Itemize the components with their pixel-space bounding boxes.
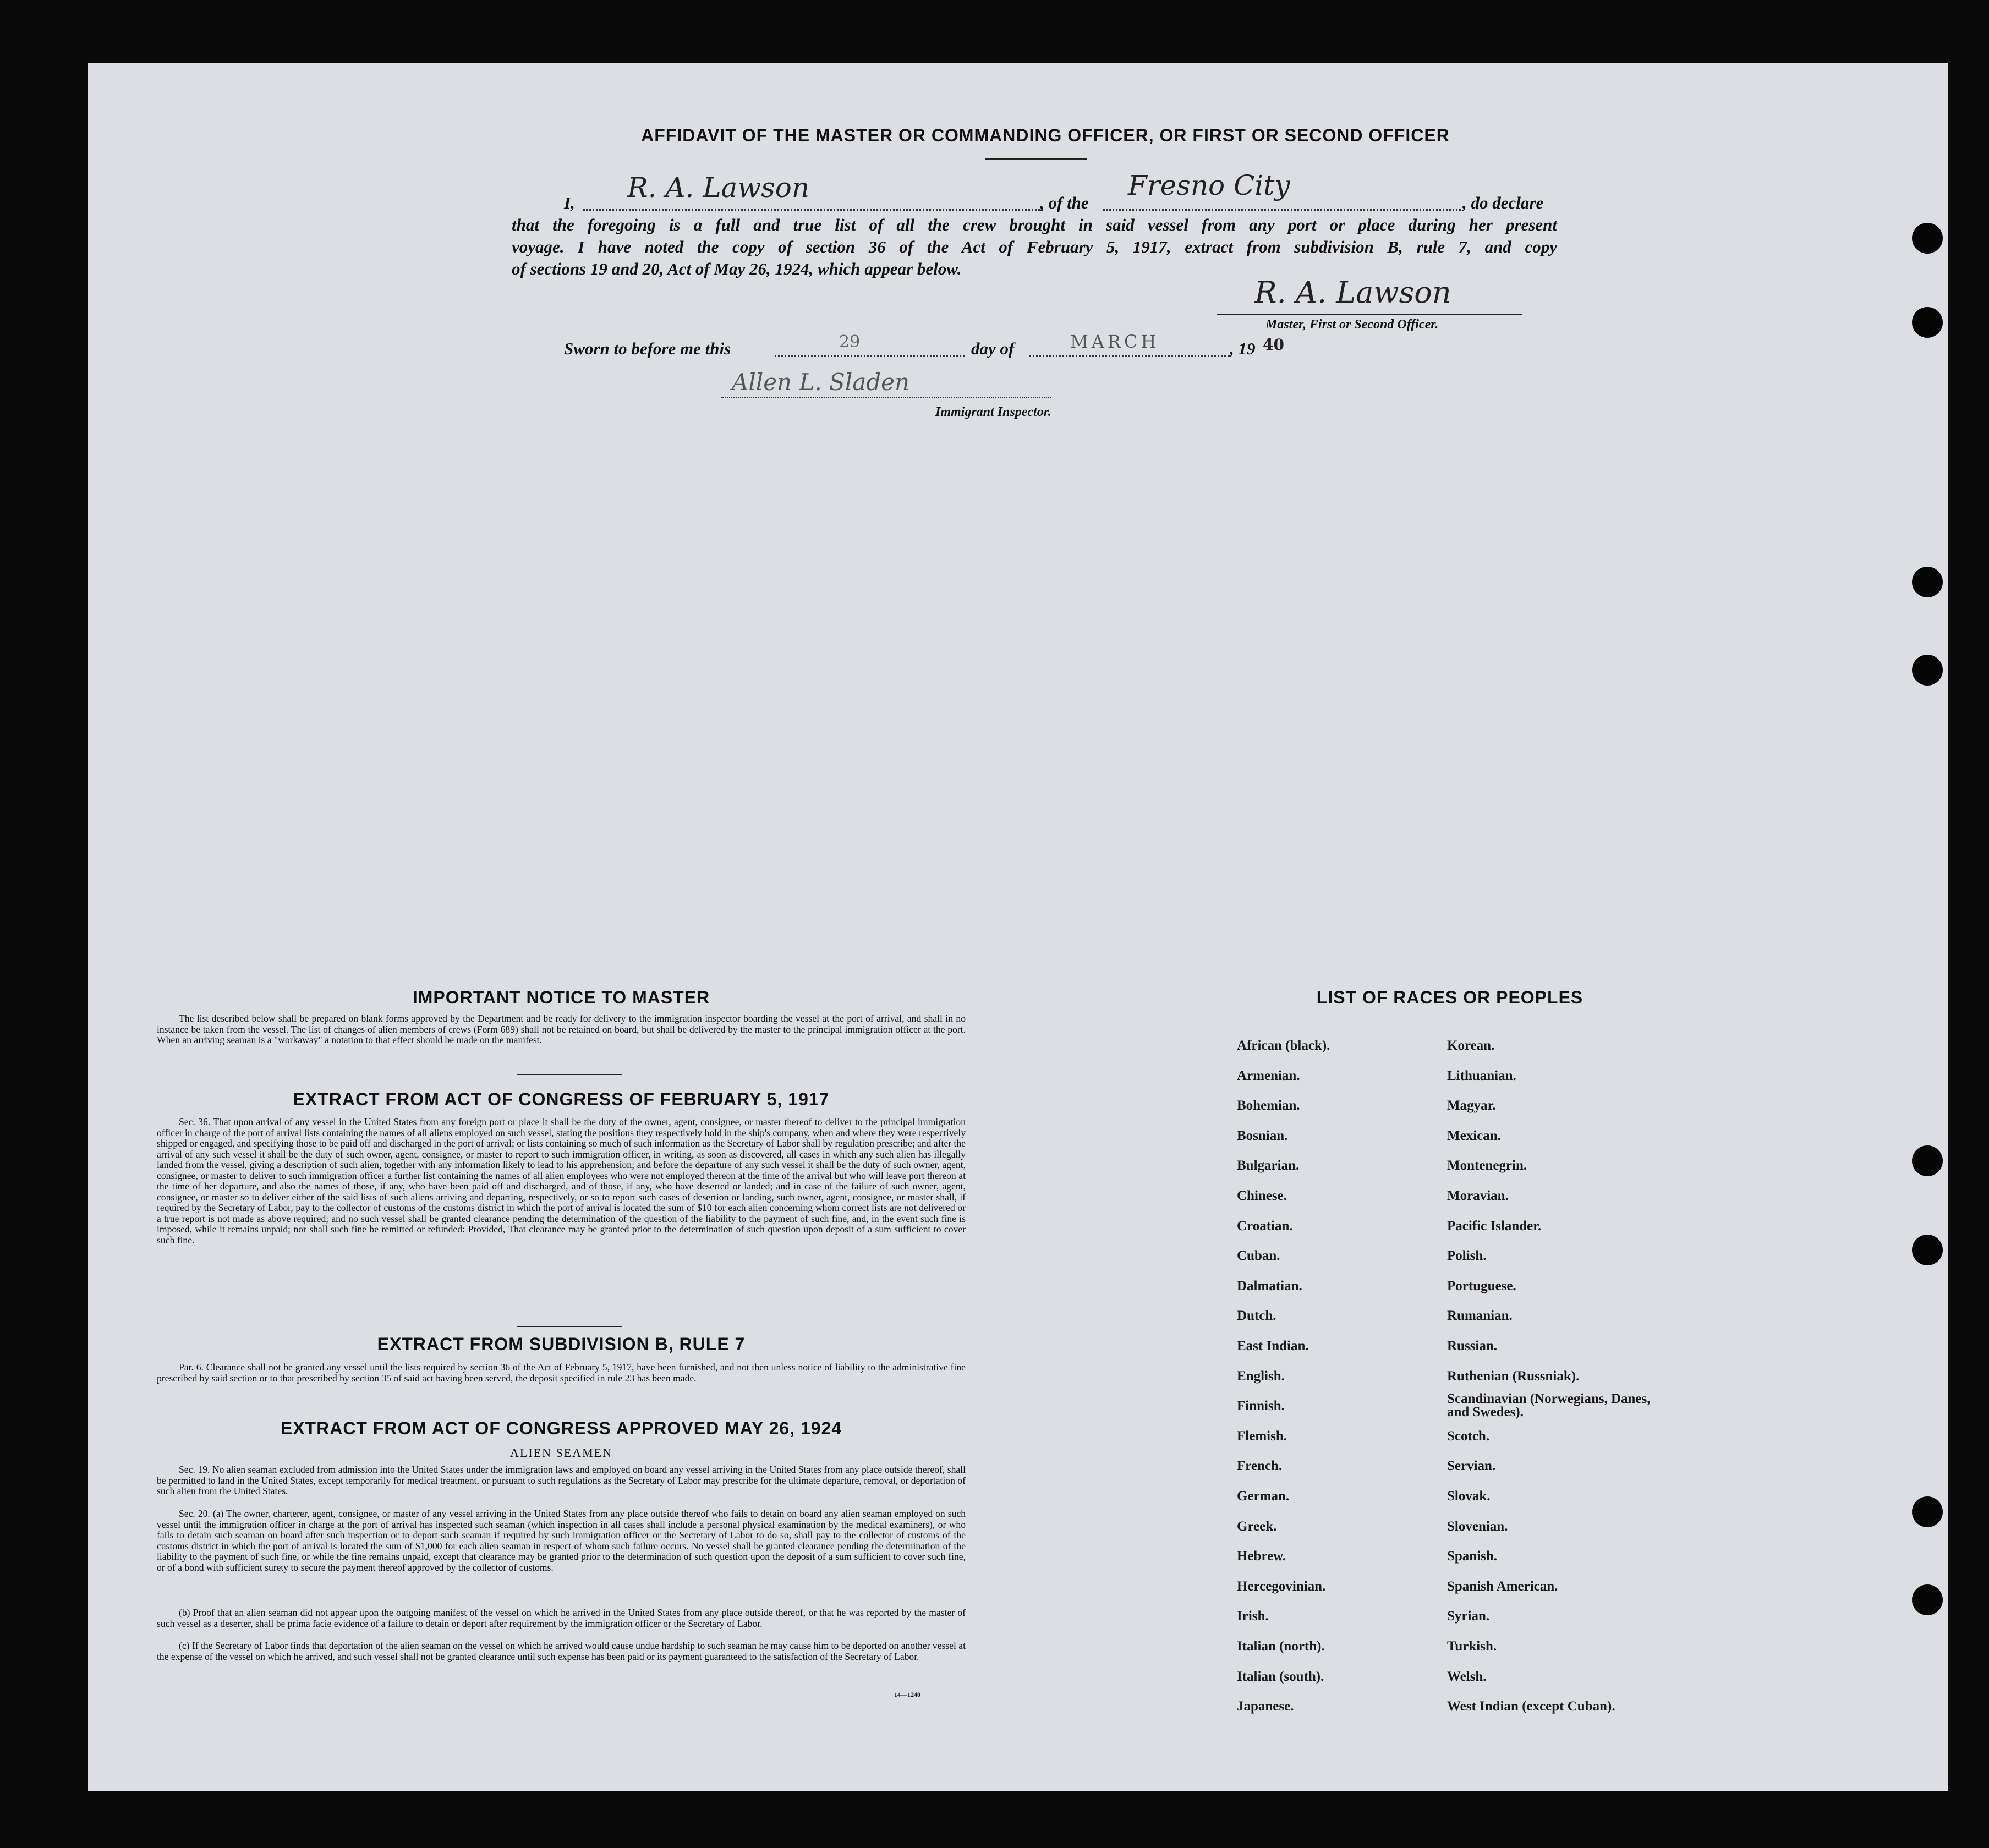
- race-item: Turkish.: [1447, 1639, 1497, 1654]
- race-item: Flemish.: [1237, 1428, 1287, 1444]
- master-name-line: [583, 209, 1043, 211]
- race-item: Korean.: [1447, 1038, 1495, 1053]
- notice-text: The list described below shall be prepared on blank forms approved by the Department and be ready for delivery to the immigration inspector boarding the vessel at the port of arrival, and shall in no instance be taken from the vessel. The list of changes of alien members of crews (Form 689) shall not be retained on board, but shall be delivered by the master to the principal immigration officer at the port. When an arriving seaman is a "workaway" a notation to that effect should be made on the manifest.: [157, 1013, 966, 1045]
- race-item: Moravian.: [1447, 1188, 1509, 1203]
- race-item: Scandinavian (Norwegians, Danes, and Swedes).: [1447, 1391, 1651, 1420]
- race-item: Russian.: [1447, 1339, 1498, 1353]
- race-item: Bohemian.: [1237, 1098, 1300, 1114]
- vessel-name-line: [1103, 209, 1461, 211]
- affidavit-title: AFFIDAVIT OF THE MASTER OR COMMANDING OFFICER, OR FIRST OR SECOND OFFICER: [641, 125, 1450, 145]
- extract-1924-title: EXTRACT FROM ACT OF CONGRESS APPROVED MAY 26, 1924: [280, 1418, 842, 1438]
- race-item: Montenegrin.: [1447, 1158, 1527, 1173]
- inspector-signature: Allen L. Sladen: [732, 369, 910, 396]
- sworn-month-line: [1029, 355, 1230, 357]
- race-item: Servian.: [1447, 1458, 1496, 1474]
- race-item: Syrian.: [1447, 1609, 1490, 1624]
- race-item: Ruthenian (Russniak).: [1447, 1368, 1580, 1384]
- form-number: 14—1240: [894, 1691, 920, 1698]
- title-divider: [985, 158, 1087, 160]
- race-item: Finnish.: [1237, 1399, 1285, 1414]
- notice-title: IMPORTANT NOTICE TO MASTER: [412, 988, 710, 1007]
- race-item: French.: [1237, 1458, 1283, 1474]
- declaration-line-4: of sections 19 and 20, Act of May 26, 1924, which appear below.: [512, 259, 962, 278]
- extract-1917-title: EXTRACT FROM ACT OF CONGRESS OF FEBRUARY 5, 1917: [293, 1089, 830, 1109]
- race-item: Bulgarian.: [1237, 1158, 1300, 1173]
- race-item: Pacific Islander.: [1447, 1218, 1542, 1233]
- race-item: Slovak.: [1447, 1489, 1491, 1504]
- race-item: Italian (south).: [1237, 1669, 1324, 1684]
- rule7-title: EXTRACT FROM SUBDIVISION B, RULE 7: [377, 1334, 746, 1354]
- divider: [517, 1326, 622, 1327]
- punch-hole: [1912, 567, 1943, 597]
- sec20b-text: (b) Proof that an alien seaman did not appear upon the outgoing manifest of the vessel on which he arrived in the United States from any place outside thereof, or that he was reported by the master of such vessel as a deserter, shall be prima facie evidence of a failure to detain or deport after requirement by the immigration officer or the Secretary of Labor.: [157, 1607, 966, 1629]
- race-item: Mexican.: [1447, 1128, 1501, 1143]
- sworn-day-line: [775, 355, 965, 357]
- inspector-caption: Immigrant Inspector.: [935, 405, 1051, 419]
- signature-caption: Master, First or Second Officer.: [1265, 317, 1439, 332]
- punch-hole: [1912, 1496, 1943, 1527]
- race-item: Hercegovinian.: [1237, 1578, 1326, 1594]
- race-item: Rumanian.: [1447, 1308, 1513, 1324]
- race-item: Portuguese.: [1447, 1278, 1516, 1293]
- sworn-label: Sworn to before me this: [564, 339, 731, 358]
- sec20a-text: Sec. 20. (a) The owner, charterer, agent, consignee, or master of any vessel arriving in the United States from any place outside thereof who fails to detain on board any alien seaman employed on such vessel until the immigration officer in charge at the port of arrival has inspected such seaman (which inspection in all cases shall include a personal physical examination by the medical examiners), or who fails to detain such seaman on board after such inspection or to deport such seaman if required by such immigration officer or the Secretary of Labor to do so, shall pay to the collector of customs of the customs district in which the port of arrival is located the sum of $1,000 for each alien seaman in respect of whom such failure occurs. No vessel shall be granted clearance pending the determination of the liability to the payment of such fine, or while the fine remains unpaid, except that clearance may be granted prior to the determination of such question upon the deposit of a sum sufficient to cover such fine, or of a bond with sufficient surety to secure the payment thereof approved by the collector of customs.: [157, 1508, 966, 1573]
- sec20c-text: (c) If the Secretary of Labor finds that deportation of the alien seaman on the vessel on which he arrived would cause undue hardship to such seaman he may cause him to be deported on another vessel at the expense of the vessel on which he arrived, and such vessel shall not be granted clearance until such expense has been paid or its payment guaranteed to the satisfaction of the Secretary of Labor.: [157, 1640, 966, 1662]
- race-item: Hebrew.: [1237, 1549, 1286, 1564]
- declaration-line-2: that the foregoing is a full and true list of all the crew brought in said vessel from any port or place during her present: [512, 215, 1557, 234]
- alien-seamen-subtitle: ALIEN SEAMEN: [510, 1446, 612, 1460]
- signature-line: [1217, 314, 1522, 315]
- vessel-name-handwriting: Fresno City: [1128, 169, 1290, 201]
- race-item: Polish.: [1447, 1248, 1487, 1264]
- master-name-handwriting: R. A. Lawson: [627, 172, 810, 204]
- day-of-label: day of: [971, 339, 1015, 358]
- sworn-year-value: 40: [1263, 336, 1284, 354]
- race-item: East Indian.: [1237, 1339, 1309, 1353]
- punch-hole: [1912, 1235, 1943, 1265]
- sec19-text: Sec. 19. No alien seaman excluded from admission into the United States under the immigration laws and employed on board any vessel arriving in the United States from any place outside thereof, shall be permitted to land in the United States, except temporarily for medical treatment, or pursuant to such regulations as the Secretary of Labor may prescribe for the ultimate departure, removal, or deportation of such alien from the United States.: [157, 1464, 966, 1496]
- race-item: Japanese.: [1237, 1699, 1294, 1714]
- do-declare-label: , do declare: [1462, 193, 1544, 212]
- i-label: I,: [564, 193, 575, 212]
- of-the-label: , of the: [1040, 193, 1089, 212]
- year-prefix: , 19: [1230, 339, 1256, 358]
- race-item: Croatian.: [1237, 1218, 1293, 1233]
- race-item: Greek.: [1237, 1518, 1277, 1534]
- race-item: Lithuanian.: [1447, 1068, 1516, 1083]
- master-signature: R. A. Lawson: [1254, 275, 1451, 310]
- races-right-column: [1447, 1039, 1667, 1721]
- race-item: Irish.: [1237, 1609, 1269, 1624]
- race-item: Slovenian.: [1447, 1518, 1508, 1534]
- race-item: Chinese.: [1237, 1188, 1287, 1203]
- race-item: Magyar.: [1447, 1098, 1496, 1114]
- race-item: Spanish American.: [1447, 1578, 1558, 1594]
- punch-hole: [1912, 307, 1943, 338]
- race-item: Spanish.: [1447, 1549, 1498, 1564]
- declaration-line-3: voyage. I have noted the copy of section 36 of the Act of February 5, 1917, extract from subdivision B, rule 7, and copy: [512, 237, 1557, 256]
- races-left-column: [1237, 1039, 1435, 1721]
- punch-hole: [1912, 1584, 1943, 1615]
- punch-hole: [1912, 1145, 1943, 1176]
- race-item: Dutch.: [1237, 1308, 1276, 1324]
- par6-text: Par. 6. Clearance shall not be granted any vessel until the lists required by section 36 of the Act of February 5, 1917, have been furnished, and not then unless notice of liability to the administrative fine prescribed by said section or to that prescribed by section 35 of said act having been served, the deposit specified in rule 23 has been made.: [157, 1362, 966, 1384]
- race-item: Armenian.: [1237, 1068, 1300, 1083]
- race-item: Dalmatian.: [1237, 1278, 1302, 1293]
- sworn-day-value: 29: [839, 332, 861, 352]
- race-item: African (black).: [1237, 1038, 1330, 1053]
- inspector-line: [721, 397, 1051, 398]
- race-item: Bosnian.: [1237, 1128, 1288, 1143]
- race-item: Italian (north).: [1237, 1639, 1325, 1654]
- sworn-month-value: MARCH: [1070, 331, 1160, 352]
- punch-hole: [1912, 223, 1943, 254]
- divider: [517, 1074, 622, 1075]
- race-item: English.: [1237, 1368, 1285, 1384]
- race-item: Scotch.: [1447, 1428, 1490, 1444]
- race-item: Cuban.: [1237, 1248, 1280, 1264]
- punch-hole: [1912, 655, 1943, 686]
- race-item: German.: [1237, 1489, 1290, 1504]
- race-item: Welsh.: [1447, 1669, 1487, 1684]
- races-title: LIST OF RACES OR PEOPLES: [1316, 988, 1583, 1007]
- sec36-text: Sec. 36. That upon arrival of any vessel in the United States from any foreign port or place it shall be the duty of the owner, agent, consignee, or master thereof to deliver to the principal immigration officer in charge of the port of arrival lists containing the names of all aliens employed on such vessel, stating the positions they respectively hold in the ship's company, when and where they were respectively shipped or engaged, and specifying those to be paid off and discharged in the port of arrival; or lists containing so much of such information as the Secretary of Labor shall by regulation prescribe; and after the arrival of any such vessel it shall be the duty of such owner, agent, consignee, or master to report to such immigration officer, in writing, as soon as discovered, all cases in which any such alien has illegally landed from the vessel, giving a description of such alien, together with any information likely to lead to his apprehension; and before the departure of any such vessel it shall be the duty of such owner, agent, consignee, or master to deliver to such immigration officer a further list containing the names of all alien employees who were not employed thereon at the time of the arrival but who will leave port thereon at the time of her departure, and also the names of those, if any, who have been paid off and discharged, and of those, if any, who have deserted or landed; and in case of the failure of such owner, agent, consignee, or master so to deliver either of the said lists of such aliens arriving and departing, respectively, or so to report such cases of desertion or landing, such owner, agent, consignee, or master shall, if required by the Secretary of Labor, pay to the collector of customs of the customs district in which the port of arrival is located the sum of $10 for each alien concerning whom correct lists are not delivered or a true report is not made as above required; and no such vessel shall be granted clearance pending the determination of the question of the liability to the payment of such fine, and, in the event such fine is imposed, while it remains unpaid; nor shall such fine be remitted or refunded: Provided, That clearance may be granted prior to the determination of such question upon deposit of a sum sufficient to cover such fine.: [157, 1116, 966, 1246]
- race-item: West Indian (except Cuban).: [1447, 1699, 1615, 1714]
